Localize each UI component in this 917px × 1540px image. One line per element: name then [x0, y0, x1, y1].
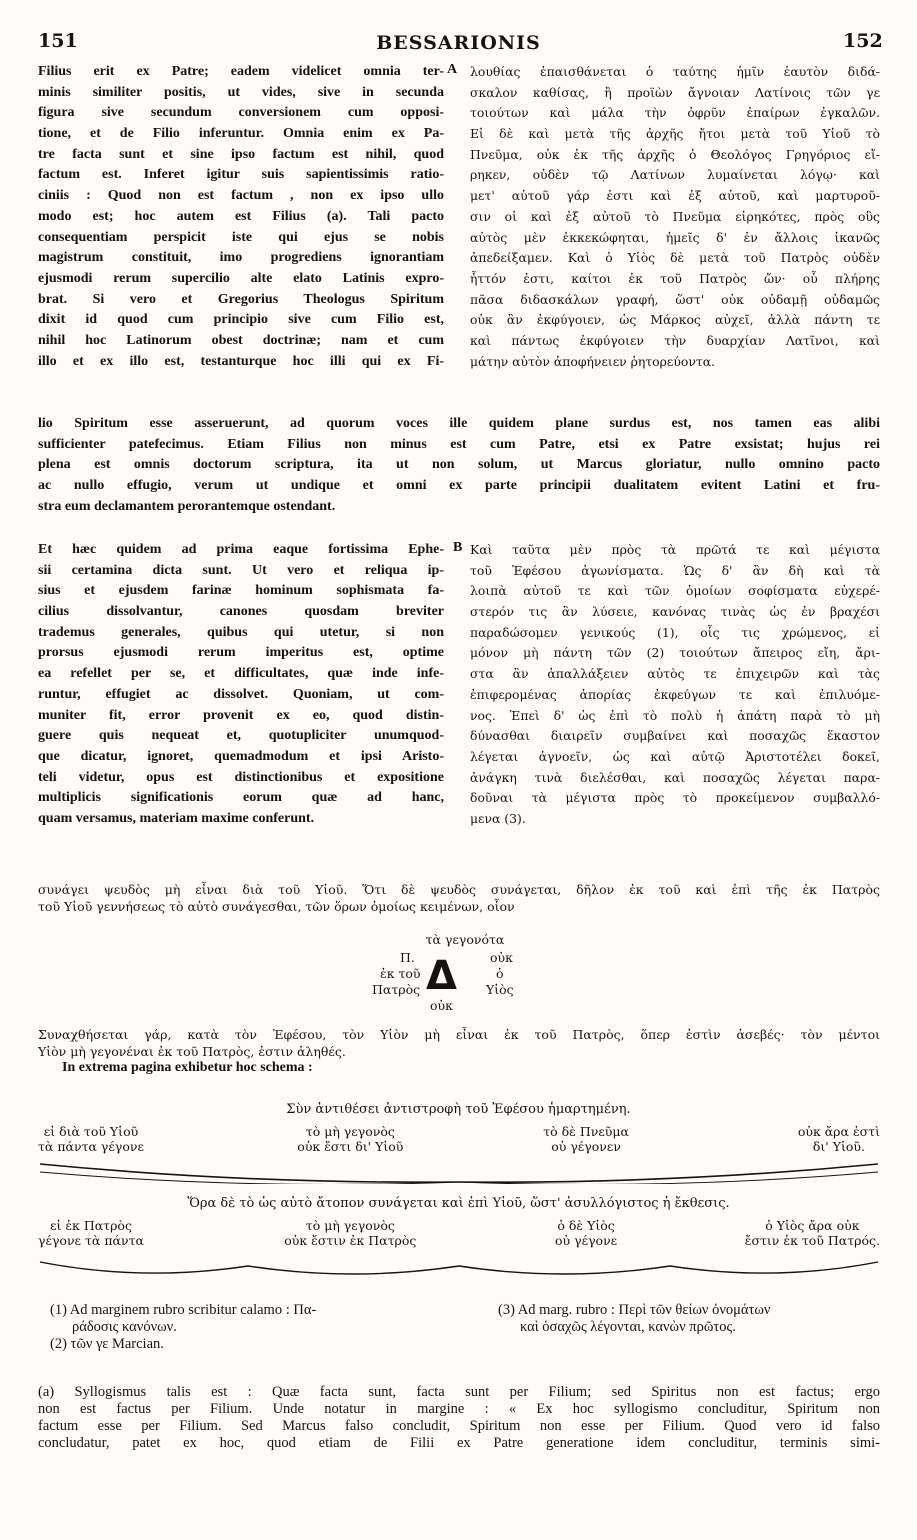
- greek-line: ἐπιφερομένας ἀπορίας ἐκφεύγων τε καὶ ἐπιλυόμε-: [470, 686, 880, 702]
- triangle-ek-tou-label: ἐκ τοῦ: [380, 966, 421, 981]
- footnotes-left: [50, 1302, 470, 1353]
- greek-note-top: [38, 881, 880, 915]
- greek-line: μενα (3).: [470, 810, 526, 826]
- greek-line: δύνασθαι διαιρεῖν συμβαίνει καὶ ποσαχῶς ἕκαστον: [470, 728, 880, 744]
- latin-line: cilius dissolvantur, canones quosdam breviter: [38, 604, 444, 620]
- triangle-ouk-right-label: οὐκ: [490, 950, 513, 965]
- footnote-line: non est factus per Filium. Unde notatur in margine : « Ex hoc syllogismo concluditur, Spiritum non: [38, 1401, 880, 1417]
- schema-cell: [501, 1218, 671, 1248]
- schema1-row: [38, 1124, 880, 1160]
- latin-line: quam versamus, materiam maxime conferunt.: [38, 810, 315, 826]
- latin-line: ejusmodi rerum supercilio alte elato Latinis expro-: [38, 270, 444, 286]
- latin-line: nihil hoc Latinorum obest doctrinæ; nam et cum: [38, 332, 444, 348]
- schema-cell-line: οὐ γέγονε: [555, 1233, 618, 1248]
- section-marker-a: A: [447, 62, 458, 77]
- footnote-line: (2) τῶν γε Marcian.: [50, 1336, 164, 1352]
- latin-line: muniter fit, error provenit ex eo, quod distin-: [38, 707, 444, 723]
- footnote-line: (a) Syllogismus talis est : Quæ facta sunt, facta sunt per Filium; sed Spiritus non est factus; ergo: [38, 1384, 880, 1400]
- latin-line: tione, et de Filio inferuntur. Omnia enim ex Pa-: [38, 126, 444, 142]
- schema-cell-line: γέγονε τὰ πάντα: [38, 1233, 144, 1248]
- section-marker-b: B: [453, 540, 463, 555]
- greek-line: λουθίας ἐπαισθάνεται ὁ ταύτης ἡμῖν ἑαυτὸν διδά-: [470, 64, 880, 79]
- latin-line: modo est; hoc autem est Filius (a). Tali pacto: [38, 208, 444, 224]
- greek-line: σκαλον καθίσας, ἢ προϊὼν ἄγνοιαν Λατίνοις τῶν γε: [470, 84, 880, 100]
- schema-cell-line: δι' Υἱοῦ.: [812, 1139, 865, 1154]
- triangle-pi-label: Π.: [400, 950, 415, 965]
- schema-cell-line: οὐ γέγονεν: [551, 1139, 621, 1154]
- schema-cell-line: ὁ Υἱὸς ἄρα οὐκ: [765, 1218, 860, 1233]
- greek-line: αὐτὸς μὲν ἐκκεκώφηται, ἡμεῖς δ' ἐν ἄλλοις ἱκανῶς: [470, 229, 880, 245]
- schema-cell-line: τὸ δὲ Πνεῦμα: [543, 1124, 629, 1139]
- latin-line: multiplicis significationis eorum quæ ad hanc,: [38, 790, 444, 806]
- footnote-line: (3) Ad marg. rubro : Περὶ τῶν θείων ὀνομάτων: [498, 1302, 771, 1318]
- greek-line: δοῦναι τὰ μέγιστα πρὸς τὸ προκείμενον συμβαλλό-: [470, 790, 880, 806]
- latin-line: Filius erit ex Patre; eadem videlicet omnia ter-: [38, 64, 444, 79]
- greek-line: σιν οἱ καὶ ἐξ αὐτοῦ τὸ Πνεῦμα εἰρηκότες, πρὸς οὓς: [470, 208, 880, 224]
- page-number-right: 152: [843, 30, 883, 52]
- greek-line: στερόν τις ἂν λύσειε, κανόνας τινὰς ὡς ἐν βραχέσι: [470, 604, 880, 620]
- latin-line: illo et ex illo est, testanturque hoc illi qui ex Fi-: [38, 353, 444, 369]
- schema-cell-line: ὁ δὲ Υἱὸς: [557, 1218, 615, 1233]
- latin-line: sufficienter patefecimus. Etiam Filius non minus est cum Patre, etsi ex Patre exsistat; hujus rei: [38, 436, 880, 452]
- greek-line: Εἰ δὲ καὶ μετὰ τῆς ἀρχῆς ἤτοι μετὰ τοῦ Υἱοῦ τὸ: [470, 126, 880, 142]
- schema-cell-line: τὰ πάντα γέγονε: [38, 1139, 144, 1154]
- schema-cell: [38, 1124, 144, 1154]
- schema-intro: In extrema pagina exhibetur hoc schema :: [62, 1060, 313, 1075]
- footnote-line: (1) Ad marginem rubro scribitur calamo : Πα-: [50, 1302, 317, 1318]
- latin-line: consequentiam perspicit iste qui ejus se nobis: [38, 229, 444, 245]
- latin-line: prorsus ejusmodi rerum imperitus est, optime: [38, 645, 444, 661]
- latin-line: runtur, effugiet ac dissolvet. Quoniam, ut com-: [38, 686, 444, 702]
- greek-line: τοιούτων καὶ μάλα τὴν ὀφρῦν ἐπαίρων ἐγκαλῶν.: [470, 105, 880, 121]
- greek-line: μετ' αὐτοῦ γάρ ἐστι καὶ ἐξ αὐτοῦ, καὶ μαρτυροῦ-: [470, 188, 880, 204]
- schema-cell-line: τὸ μὴ γεγονὸς: [305, 1124, 395, 1139]
- greek-line: ρηκεν, οὐδὲν τῷ Λατίνων λυμαίνεται λόγῳ· καὶ: [470, 167, 880, 183]
- greek-line: μάτην αὐτὸν ἀποφήνειεν ῥητορεύοντα.: [470, 353, 716, 369]
- latin-line: trademus generales, quibus qui utetur, si non: [38, 624, 444, 640]
- latin-line: stra eum declamantem perorantemque ostendant.: [38, 498, 336, 514]
- greek-line: ἀπεδείξαμεν. Καὶ ὁ Υἱὸς δὲ μετὰ τοῦ Πατρὸς οὐδὲν: [470, 250, 880, 266]
- latin-line: ac nullo effugio, verum ut undique et omni ex parte principii dualitatem evitent Latini et fru-: [38, 478, 880, 494]
- page-number-left: 151: [38, 30, 78, 52]
- greek-note-line: Συναχθήσεται γάρ, κατὰ τὸν Ἐφέσου, τὸν Υἱὸν μὴ εἶναι ἐκ τοῦ Πατρὸς, ὅπερ ἐστὶν ἀσεβές· τὸν μέντοι: [38, 1027, 880, 1042]
- schema1-brace: [38, 1162, 880, 1184]
- latin-line: factum est. Inferet igitur suis sapientissimis ratio-: [38, 167, 444, 183]
- schema-cell-line: τὸ μὴ γεγονὸς: [305, 1218, 395, 1233]
- latin-line: Et hæc quidem ad prima eaque fortissima Ephe-: [38, 542, 444, 557]
- delta-symbol: Δ: [426, 953, 457, 999]
- latin-line: sii certamina dicta sunt. Ut vero et reliqua ip-: [38, 562, 444, 578]
- latin-line: ciniis : Quod non est factum , non ex ipso ullo: [38, 188, 444, 204]
- greek-line: στα ἂν ἀπαλλάξειεν αὐτὸς τε ἐπιχειρῶν καὶ τὰς: [470, 666, 880, 682]
- latin-line: minis similiter positis, ut vides, sive in secunda: [38, 84, 444, 100]
- schema2-brace: [38, 1258, 880, 1284]
- latin-line: teli videtur, opus est distinctionibus et expositione: [38, 769, 444, 785]
- greek-column-a: [470, 62, 880, 372]
- latin-line: dixit id quod cum principio sive cum Filio est,: [38, 312, 444, 328]
- footnote-line: concludatur, patet ex hoc, quod etiam de Filii ex Patre generatione idem concluditur, terminis simi-: [38, 1435, 880, 1451]
- greek-line: ἧττόν ἐστι, καίτοι ἐκ τοῦ Πατρὸς ὤν· οὗ πλήρης: [470, 270, 880, 286]
- triangle-top-label: τὰ γεγονότα: [425, 932, 505, 947]
- footnote-line: ράδοσις κανόνων.: [72, 1319, 177, 1335]
- latin-line: que dicatur, ignoret, quemadmodum et ipsi Aristo-: [38, 748, 444, 764]
- latin-line: guere quis nequeat et, quotupliciter unumquod-: [38, 728, 444, 744]
- schema-cell-line: οὐκ ἔστιν ἐκ Πατρὸς: [284, 1233, 417, 1248]
- triangle-diagram: [360, 932, 560, 1018]
- triangle-ho-label: ὁ: [496, 966, 504, 981]
- schema-cell-line: εἰ ἐκ Πατρὸς: [49, 1218, 132, 1233]
- schema-cell: [265, 1218, 435, 1248]
- latin-column-a: [38, 62, 444, 372]
- schema1-heading: Σὺν ἀντιθέσει ἀντιστροφὴ τοῦ Ἐφέσου ἡμαρτημένη.: [286, 1102, 631, 1117]
- greek-note-line: Υἱὸν μὴ γεγονέναι ἐκ τοῦ Πατρὸς, ἐστιν ἀληθές.: [38, 1044, 346, 1059]
- schema-cell: [38, 1218, 144, 1248]
- schema-cell-line: ἔστιν ἐκ τοῦ Πατρός.: [744, 1233, 880, 1248]
- greek-line: Καὶ ταῦτα μὲν πρὸς τὰ πρῶτά τε καὶ μέγιστα: [470, 542, 880, 557]
- latin-line: brat. Si vero et Gregorius Theologus Spiritum: [38, 291, 444, 307]
- latin-line: figura sive secundum conversionem cum opposi-: [38, 105, 444, 121]
- schema-cell-line: εἰ διὰ τοῦ Υἱοῦ: [43, 1124, 139, 1139]
- triangle-huios-label: Υἱὸς: [486, 982, 514, 997]
- footnotes-right: [498, 1302, 880, 1336]
- latin-line: tre facta sunt et sine ipso factum est nihil, quod: [38, 146, 444, 162]
- schema-cell: [265, 1124, 435, 1154]
- schema-cell: [501, 1124, 671, 1154]
- footnote-line: factum esse per Filium. Sed Marcus falso concludit, Spiritum non esse per Filium. Quod vero id falso: [38, 1418, 880, 1434]
- triangle-patros-label: Πατρὸς: [372, 982, 421, 997]
- greek-line: οὐκ ἂν ἐκφύγοιεν, ὡς Μάρκος αὐχεῖ, ἀλλὰ πάντη τε: [470, 312, 880, 328]
- footnote-line: καὶ ὁσαχῶς λέγονται, κανὼν πρῶτος.: [520, 1319, 736, 1335]
- greek-line: παραδώσομεν γενικούς (1), οἷς τις χρώμενος, εἰ: [470, 624, 880, 640]
- greek-line: ἀνάγκη τινὰ διελέσθαι, καὶ ποσαχῶς λέγεται παρα-: [470, 769, 880, 785]
- latin-full-width-paragraph: [38, 414, 880, 517]
- latin-line: lio Spiritum esse asseruerunt, ad quorum voces ille quidem plane surdus est, nos tamen eas alibi: [38, 416, 880, 431]
- schema2-heading: Ὅρα δὲ τὸ ὡς αὐτὸ ἄτοπον συνάγεται καὶ ἐπὶ Υἱοῦ, ὥστ' ἀσυλλόγιστος ἡ ἔκθεσις.: [187, 1196, 730, 1211]
- greek-line: πᾶσα διδασκάλων γραφή, ὥστ' οὐκ οὐδαμῇ οὐδαμῶς: [470, 291, 880, 307]
- schema-cell: [745, 1218, 880, 1248]
- schema-cell-line: οὐκ ἔστι δι' Υἱοῦ: [297, 1139, 404, 1154]
- greek-note-line: συνάγει ψευδὸς μὴ εἶναι διὰ τοῦ Υἱοῦ. Ὅτι δὲ ψευδὸς συνάγεται, δῆλον ἐκ τοῦ καὶ ἐπὶ τῆς ἐκ Πατρὸς: [38, 882, 880, 897]
- triangle-ouk-bottom-label: οὐκ: [430, 998, 453, 1013]
- greek-line: τοῦ Ἐφέσου ἀγωνίσματα. Ὡς δ' ἂν δὴ καὶ τὰ: [470, 562, 880, 578]
- schema-cell: [798, 1124, 880, 1154]
- latin-column-b: [38, 540, 444, 830]
- greek-note-middle: [38, 1026, 880, 1060]
- schema-cell-line: οὐκ ἄρα ἐστὶ: [797, 1124, 880, 1139]
- greek-line: καὶ πάντως ἐκφύγοιεν τὴν δυαρχίαν Λατῖνοι, καὶ: [470, 332, 880, 348]
- greek-line: Πνεῦμα, οὐκ ἐκ τῆς ἀρχῆς ὁ Θεολόγος Γρηγόριος εἴ-: [470, 146, 880, 162]
- latin-line: ea refellet per se, et difficultates, quæ inde infe-: [38, 666, 444, 682]
- greek-line: λέγεται ἀγνοεῖν, ὡς καὶ αὐτῷ Ἀριστοτέλει δοκεῖ,: [470, 748, 880, 764]
- greek-column-b: [470, 540, 880, 830]
- running-title: BESSARIONIS: [376, 32, 541, 54]
- greek-line: νος. Ἐπεὶ δ' ὡς ἐπὶ τὸ πολὺ ἡ ἀπάτη παρὰ τὸ μὴ: [470, 707, 880, 723]
- latin-line: magistrum constituit, imo progrediens ignorantiam: [38, 250, 444, 266]
- greek-line: μόνον μὴ πάντη τῶν (2) τοιούτων ἄπειρος εἴη, ἄρι-: [470, 645, 880, 661]
- greek-line: λοιπὰ αὐτοῦ τε καὶ τῶν ὁμοίων σοφίσματα εὐχερέ-: [470, 583, 880, 599]
- latin-line: plena est omnis doctorum scriptura, ita ut non solum, ut Marcus gloriatur, nullo omnino pacto: [38, 457, 880, 473]
- schema2-row: [38, 1218, 880, 1254]
- footnote-a: [38, 1384, 880, 1452]
- latin-line: sius et ejusdem farinæ hominum sophismata fa-: [38, 583, 444, 599]
- greek-note-line: τοῦ Υἱοῦ γεννήσεως τὸ αὐτὸ συνάγεσθαι, τῶν ὅρων ὁμοίως κειμένων, οἷον: [38, 899, 515, 914]
